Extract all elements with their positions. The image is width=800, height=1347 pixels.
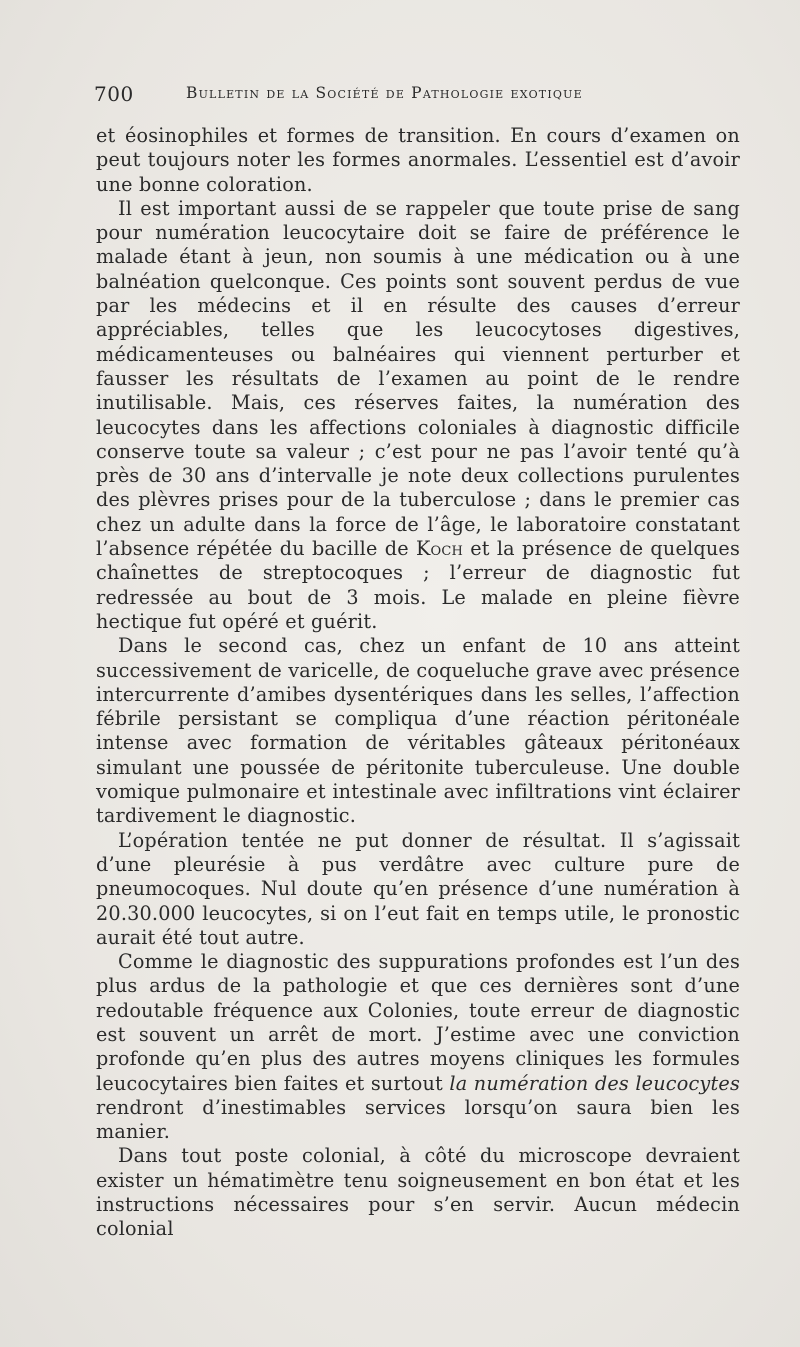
paragraph-5-text-after: rendront d’inestimables services lorsqu’on saura bien les manier. [96, 1095, 740, 1144]
body-text [96, 124, 740, 1242]
italic-emphasis: la numération des leucocytes [449, 1071, 740, 1095]
paragraph-2 [96, 197, 740, 634]
paragraph-2-continuation: et la présence de quelques chaînettes de streptocoques ; l’erreur de diagnostic fut redressée au bout de 3 mois. Le malade en pleine fièvre hectique fut opéré et guérit. [96, 537, 740, 633]
paragraph-5-text-before: Comme le diagnostic des suppurations profondes est l’un des plus ardus de la pathologie et que ces dernières sont d’une redoutable fréquence aux Colonies, toute erreur de diagnostic est souvent un arrêt de mort. J’estime avec une conviction profonde qu’en plus des autres moyens cliniques les formules leucocytaires bien faites et surtout [96, 950, 740, 1095]
running-head [94, 78, 740, 112]
paragraph-1: et éosinophiles et formes de transition. En cours d’examen on peut toujours noter les formes anormales. L’essentiel est d’avoir une bonne coloration. [96, 124, 740, 196]
paragraph-3: Dans le second cas, chez un enfant de 10 ans atteint successivement de varicelle, de coqueluche grave avec présence intercurrente d’amibes dysentériques dans les selles, l’affection fébrile persistant se compliqua d’une réaction péritonéale intense avec formation de véritables gâteaux péritonéaux simulant une poussée de péritonite tuberculeuse. Une double vomique pulmonaire et intestinale avec infiltrations vint éclairer tardivement le diagnostic. [96, 634, 740, 828]
journal-title: Bulletin de la Société de Pathologie exotique [186, 84, 583, 102]
paragraph-2-text: Il est important aussi de se rappeler que toute prise de sang pour numération leucocytaire doit se faire de préférence le malade étant à jeun, non soumis à une médication ou à une balnéation quelconque. Ces points sont souvent perdus de vue par les médecins et il en résulte des causes d’erreur appréciables, telles que les leucocytoses digestives, médicamenteuses ou balnéaires qui viennent perturber et fausser les résultats de l’examen au point de le rendre inutilisable. Mais, ces réserves faites, la numération des leucocytes dans les affections coloniales à diagnostic difficile conserve toute sa valeur ; c’est pour ne pas l’avoir tenté qu’à près de 30 ans d’intervalle je note deux collections purulentes des plèvres prises pour de la tuberculose ; dans le premier cas chez un adulte dans la force de l’âge, le laboratoire constatant l’absence répétée du bacille de [96, 196, 740, 561]
page-number: 700 [94, 82, 134, 106]
paragraph-5 [96, 950, 740, 1144]
koch-name: Koch [415, 537, 464, 561]
paragraph-4: L’opération tentée ne put donner de résultat. Il s’agissait d’une pleurésie à pus verdâtre avec culture pure de pneumocoques. Nul doute qu’en présence d’une numération à 20.30.000 leucocytes, si on l’eut fait en temps utile, le pronostic aurait été tout autre. [96, 828, 740, 949]
paragraph-6: Dans tout poste colonial, à côté du microscope devraient exister un hématimètre tenu soigneusement en bon état et les instructions nécessaires pour s’en servir. Aucun médecin colonial [96, 1144, 740, 1241]
